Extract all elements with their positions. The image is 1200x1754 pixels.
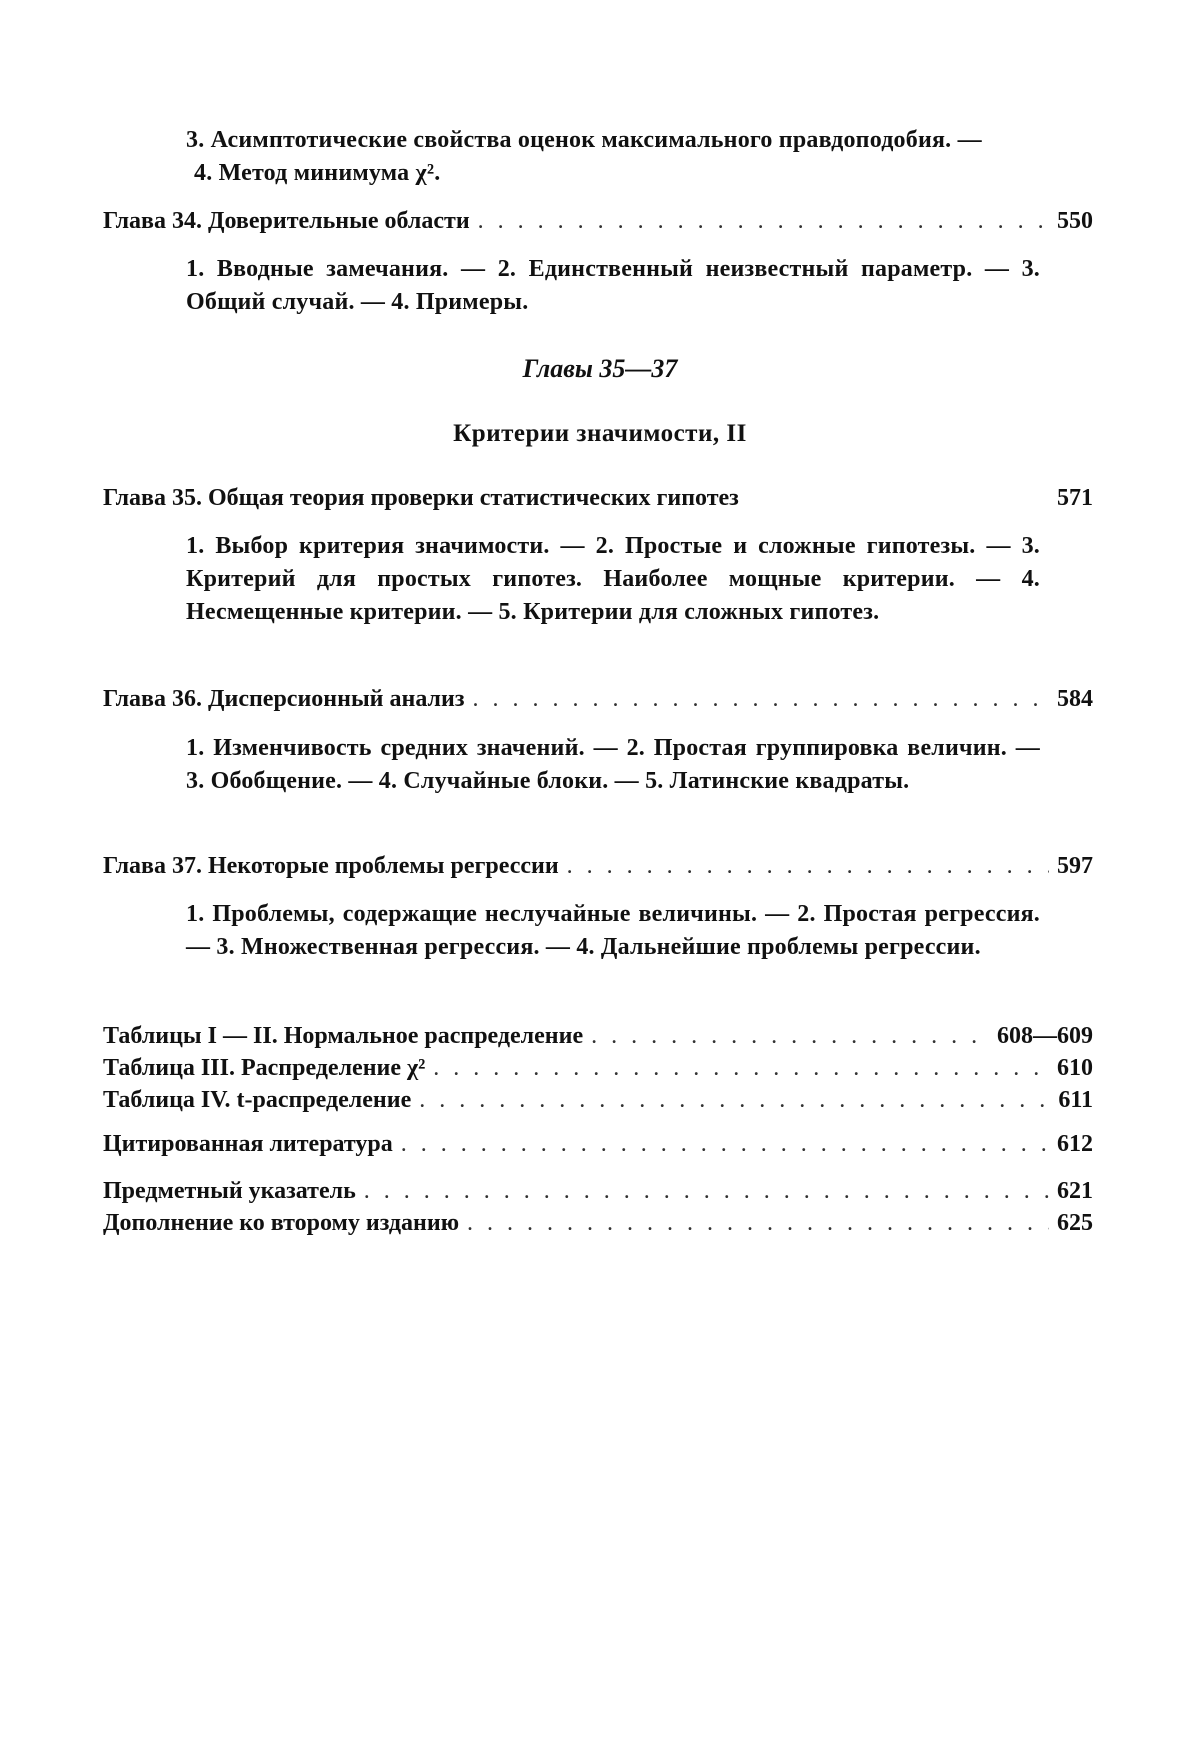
toc-entry-table-4 [103,1083,1093,1117]
toc-entry-page: 571 [1057,485,1093,511]
chapter36-items: 1. Изменчивость средних значений. — 2. Простая группировка величин. — 3. Обобщение. — 4. Случайные блоки. — 5. Латинские квадраты. [186,735,1040,794]
dot-leader [467,1206,1049,1240]
toc-entry-title: Глава 35. Общая теория проверки статистических гипотез [103,485,739,511]
toc-entry-title: Предметный указатель [103,1178,356,1204]
toc-entry-page: 612 [1057,1131,1093,1157]
dot-leader [433,1051,1049,1085]
chapter35-items: 1. Выбор критерия значимости. — 2. Простые и сложные гипотезы. — 3. Критерий для простых гипотез. Наиболее мощные критерии. — 4. Несмещенные критерии. — 5. Критерии для сложных гипотез. [186,533,1040,625]
toc-entry-title: Дополнение ко второму изданию [103,1210,460,1236]
toc-entry-title: Глава 36. Дисперсионный анализ [103,686,465,712]
chapter33-items-continued [186,124,1040,190]
toc-entry-page: 597 [1057,853,1093,879]
toc-entry-references [103,1127,1093,1161]
toc-entry-title: Цитированная литература [103,1131,393,1157]
chapter33-items-line1: 3. Асимптотические свойства оценок максимального правдоподобия. — [186,127,982,153]
dot-leader [364,1174,1049,1208]
toc-entry-subject-index [103,1174,1093,1208]
toc-entry-page: 550 [1057,208,1093,234]
part-title: Критерии значимости, II [453,420,747,447]
dot-leader [478,204,1049,238]
toc-entry-page: 610 [1057,1055,1093,1081]
toc-entry-title: Таблица IV. t-распределение [103,1087,412,1113]
toc-entry-table-3 [103,1051,1093,1085]
chapter34-items: 1. Вводные замечания. — 2. Единственный неизвестный параметр. — 3. Общий случай. — 4. Примеры. [186,256,1040,315]
toc-entry-title: Таблицы I — II. Нормальное распределение [103,1023,584,1049]
toc-entry-second-edition-supplement [103,1206,1093,1240]
toc-entry-page: 584 [1057,686,1093,712]
toc-entry-title: Таблица III. Распределение χ² [103,1055,426,1081]
toc-entry-page: 625 [1057,1210,1093,1236]
toc-entry-chapter35 [103,481,1093,515]
toc-entry-chapter37 [103,849,1093,883]
toc-entry-chapter36 [103,682,1093,716]
chapters-range-heading: Главы 35—37 [522,354,678,383]
dot-leader [567,849,1049,883]
toc-entry-chapter34 [103,204,1093,238]
dot-leader [401,1127,1049,1161]
chapter37-items: 1. Проблемы, содержащие неслучайные величины. — 2. Простая регрессия. — 3. Множественная регрессия. — 4. Дальнейшие проблемы регрессии. [186,901,1040,960]
toc-entry-title: Глава 34. Доверительные области [103,208,470,234]
dot-leader [591,1019,989,1053]
toc-entry-page: 611 [1058,1087,1093,1113]
dot-leader [419,1083,1050,1117]
toc-entry-page: 621 [1057,1178,1093,1204]
chapter33-items-line2: 4. Метод минимума χ². [194,160,441,186]
toc-entry-page: 608—609 [997,1023,1093,1049]
dot-leader [473,682,1050,716]
toc-entry-table-1-2 [103,1019,1093,1053]
toc-entry-title: Глава 37. Некоторые проблемы регрессии [103,853,559,879]
